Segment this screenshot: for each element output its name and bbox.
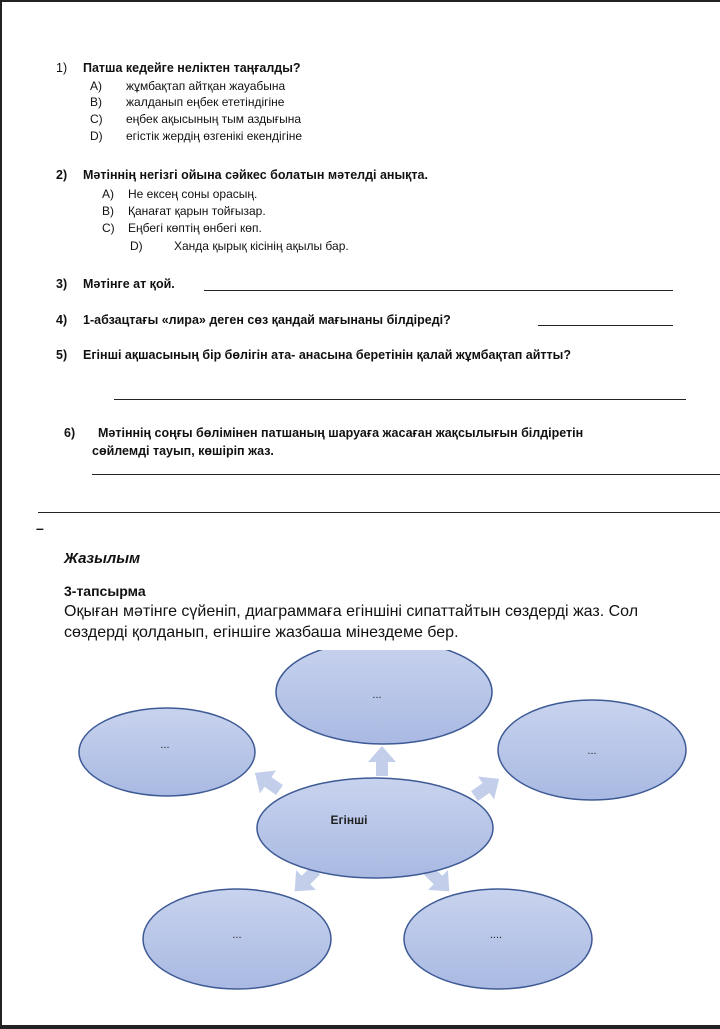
question-2-option-d: D) Ханда қырық кісінің ақылы бар. — [130, 239, 349, 253]
question-4-answer-line[interactable] — [538, 325, 673, 326]
question-6-text-line1: Мәтіннің соңғы бөлімінен патшаның шаруаға жасаған жақсылығын білдіретін — [98, 426, 584, 440]
section-divider — [38, 512, 720, 513]
question-6-number: 6) — [64, 426, 76, 440]
question-2-option-a: A) Не ексең соны орасың. — [102, 187, 258, 201]
question-1 — [56, 61, 301, 75]
question-4-number: 4) — [56, 313, 68, 327]
diagram-node-bottom-right[interactable] — [404, 889, 592, 989]
task-label: 3-тапсырма — [64, 583, 146, 599]
question-3-number: 3) — [56, 277, 68, 291]
question-3-answer-line[interactable] — [204, 290, 673, 291]
question-2 — [56, 168, 428, 182]
question-4-text: 1-абзацтағы «лира» деген сөз қандай мағынаны білдіреді? — [83, 313, 451, 327]
page-bottom-border — [0, 1025, 720, 1029]
diagram-node-right-label: ... — [587, 745, 597, 757]
question-2-number: 2) — [56, 168, 68, 182]
diagram-node-bottom-left[interactable] — [143, 889, 331, 989]
question-3-text: Мәтінге ат қой. — [83, 277, 175, 291]
question-5 — [56, 348, 571, 362]
diagram-node-left[interactable] — [79, 708, 255, 796]
diagram-node-right[interactable] — [498, 700, 686, 800]
question-2-option-b: B) Қанағат қарын тойғызар. — [102, 204, 266, 218]
question-1-number: 1) — [56, 61, 68, 75]
diagram-node-left-label: ... — [160, 739, 170, 751]
question-1-option-a: A) жұмбақтап айтқан жауабына — [90, 79, 286, 93]
question-6-text-line2: сөйлемді тауып, көшіріп жаз. — [92, 444, 274, 458]
question-5-number: 5) — [56, 348, 68, 362]
diagram-node-top-label: ... — [372, 689, 382, 701]
task-text: Оқыған мәтінге сүйеніп, диаграммаға егіншіні сипаттайтын сөздерді жаз. Сол сөздерді қолданып, егіншіге жазбаша мінездеме бер. — [64, 603, 639, 641]
writing-title: Жазылым — [64, 550, 141, 567]
diagram-node-top[interactable] — [276, 650, 492, 744]
question-2-option-c: C) Еңбегі көптің өнбегі көп. — [102, 221, 262, 235]
diagram-node-bottom-right-label: .... — [489, 929, 503, 941]
diagram-node-center[interactable] — [257, 778, 493, 878]
question-3 — [56, 277, 175, 291]
section-dash: – — [36, 520, 44, 536]
question-2-text: Мәтіннің негізгі ойына сәйкес болатын мәтелді анықта. — [83, 168, 428, 182]
question-5-answer-line[interactable] — [114, 399, 686, 400]
question-6-answer-line[interactable] — [92, 474, 720, 475]
diagram — [0, 650, 720, 1025]
arrow-up-left-icon — [247, 761, 288, 801]
question-1-option-c: C) еңбек ақысының тым аздығына — [90, 112, 302, 126]
question-1-option-b: B) жалданып еңбек ететіндігіне — [90, 95, 285, 109]
question-5-text: Егінші ақшасының бір бөлігін ата- анасына беретінін қалай жұмбақтап айтты? — [83, 348, 571, 362]
question-6 — [64, 426, 583, 440]
diagram-center-label: Егінші — [330, 813, 368, 827]
question-1-text: Патша кедейге неліктен таңғалды? — [83, 61, 301, 75]
question-1-option-d: D) егістік жердің өзгенікі екендігіне — [90, 129, 303, 143]
page-top-border — [0, 0, 720, 2]
diagram-node-bottom-left-label: ... — [232, 929, 242, 941]
arrow-up-icon — [368, 746, 396, 776]
question-4 — [56, 313, 451, 327]
